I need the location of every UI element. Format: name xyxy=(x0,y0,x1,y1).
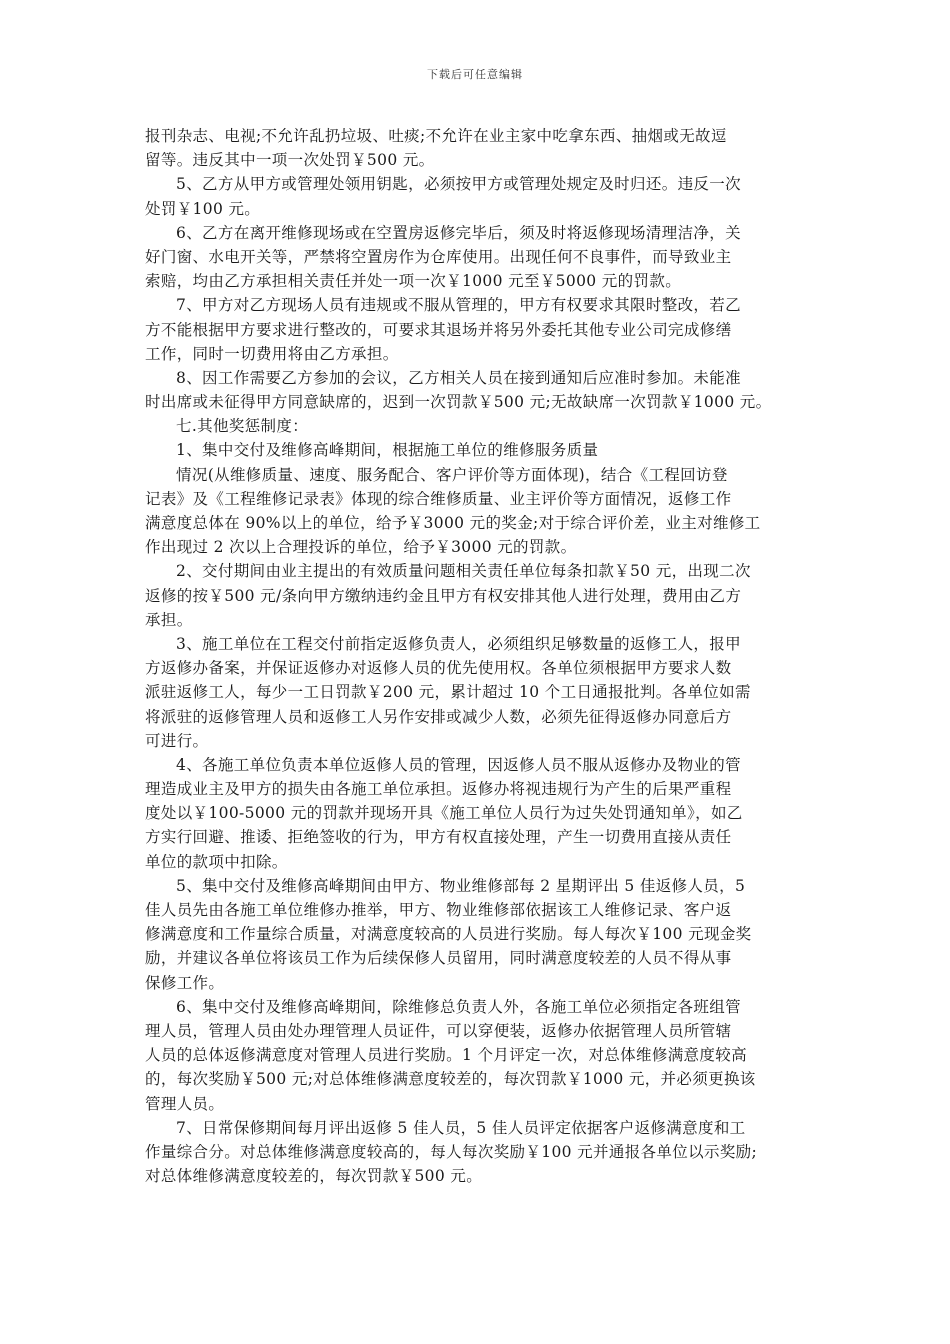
text-line: 方实行回避、推诿、拒绝签收的行为，甲方有权直接处理，产生一切费用直接从责任 xyxy=(145,828,732,847)
text-line: 8、因工作需要乙方参加的会议，乙方相关人员在接到通知后应准时参加。未能准 xyxy=(176,368,741,387)
text-line: 时出席或未征得甲方同意缺席的，迟到一次罚款￥500 元;无故缺席一次罚款￥1000 元。 xyxy=(145,393,772,412)
text-line: 方返修办备案，并保证返修办对返修人员的优先使用权。各单位须根据甲方要求人数 xyxy=(145,659,732,678)
text-line: 承担。 xyxy=(145,610,193,629)
text-line: 可进行。 xyxy=(145,731,209,750)
text-line: 将派驻的返修管理人员和返修工人另作安排或减少人数，必须先征得返修办同意后方 xyxy=(145,707,732,726)
text-line: 2、交付期间由业主提出的有效质量问题相关责任单位每条扣款￥50 元，出现二次 xyxy=(176,562,751,581)
text-line: 4、各施工单位负责本单位返修人员的管理，因返修人员不服从返修办及物业的管 xyxy=(176,755,741,774)
text-line: 处罚￥100 元。 xyxy=(145,199,261,218)
text-line: 5、集中交付及维修高峰期间由甲方、物业维修部每 2 星期评出 5 佳返修人员，5 xyxy=(176,876,746,895)
text-line: 5、乙方从甲方或管理处领用钥匙，必须按甲方或管理处规定及时归还。违反一次 xyxy=(176,175,741,194)
text-line: 度处以￥100-5000 元的罚款并现场开具《施工单位人员行为过失处罚通知单》，如乙 xyxy=(145,804,743,823)
text-line: 人员的总体返修满意度对管理人员进行奖励。1 个月评定一次，对总体维修满意度较高 xyxy=(145,1046,747,1065)
text-line: 索赔，均由乙方承担相关责任并处一项一次￥1000 元至￥5000 元的罚款。 xyxy=(145,272,682,291)
text-line: 励，并建议各单位将该员工作为后续保修人员留用，同时满意度较差的人员不得从事 xyxy=(145,949,732,968)
text-line: 理造成业主及甲方的损失由各施工单位承担。返修办将视违规行为产生的后果严重程 xyxy=(145,780,732,799)
text-line: 好门窗、水电开关等，严禁将空置房作为仓库使用。出现任何不良事件，而导致业主 xyxy=(145,247,732,266)
text-line: 返修的按￥500 元/条向甲方缴纳违约金且甲方有权安排其他人进行处理，费用由乙方 xyxy=(145,586,742,605)
text-line: 情况(从维修质量、速度、服务配合、客户评价等方面体现)，结合《工程回访登 xyxy=(176,465,728,484)
text-line: 管理人员。 xyxy=(145,1094,225,1113)
text-line: 6、乙方在离开维修现场或在空置房返修完毕后，须及时将返修现场清理洁净，关 xyxy=(176,223,741,242)
text-line: 派驻返修工人，每少一工日罚款￥200 元，累计超过 10 个工日通报批判。各单位如需 xyxy=(145,683,751,702)
text-line: 工作，同时一切费用将由乙方承担。 xyxy=(145,344,399,363)
text-line: 1、集中交付及维修高峰期间，根据施工单位的维修服务质量 xyxy=(176,441,599,460)
text-line: 的，每次奖励￥500 元;对总体维修满意度较差的，每次罚款￥1000 元，并必须更换该 xyxy=(145,1070,756,1089)
text-line: 7、日常保修期间每月评出返修 5 佳人员，5 佳人员评定依据客户返修满意度和工 xyxy=(176,1118,746,1137)
text-line: 单位的款项中扣除。 xyxy=(145,852,288,871)
text-line: 留等。违反其中一项一次处罚￥500 元。 xyxy=(145,151,435,170)
text-line: 作出现过 2 次以上合理投诉的单位，给予￥3000 元的罚款。 xyxy=(145,538,577,557)
text-line: 3、施工单位在工程交付前指定返修负责人，必须组织足够数量的返修工人，报甲 xyxy=(176,634,741,653)
text-line: 满意度总体在 90%以上的单位，给予￥3000 元的奖金;对于综合评价差，业主对维修工 xyxy=(145,514,761,532)
text-line: 七.其他奖惩制度： xyxy=(176,417,309,436)
text-line: 作量综合分。对总体维修满意度较高的，每人每次奖励￥100 元并通报各单位以示奖励; xyxy=(145,1142,758,1161)
text-line: 保修工作。 xyxy=(145,973,225,992)
text-line: 报刊杂志、电视;不允许乱扔垃圾、吐痰;不允许在业主家中吃拿东西、抽烟或无故逗 xyxy=(145,127,727,145)
text-line: 理人员，管理人员由处办理管理人员证件，可以穿便装，返修办依据管理人员所管辖 xyxy=(145,1021,732,1040)
text-line: 佳人员先由各施工单位维修办推举，甲方、物业维修部依据该工人维修记录、客户返 xyxy=(145,901,732,919)
text-line: 修满意度和工作量综合质量，对满意度较高的人员进行奖励。每人每次￥100 元现金奖 xyxy=(145,925,752,944)
document-body xyxy=(145,124,815,1188)
text-line: 记表》及《工程维修记录表》体现的综合维修质量、业主评价等方面情况，返修工作 xyxy=(145,489,732,508)
header-note: 下载后可任意编辑 xyxy=(427,68,523,81)
text-line: 7、甲方对乙方现场人员有违规或不服从管理的，甲方有权要求其限时整改，若乙 xyxy=(176,296,741,315)
text-line: 方不能根据甲方要求进行整改的，可要求其退场并将另外委托其他专业公司完成修缮 xyxy=(145,320,732,339)
text-line: 6、集中交付及维修高峰期间，除维修总负责人外，各施工单位必须指定各班组管 xyxy=(176,997,741,1016)
text-line: 对总体维修满意度较差的，每次罚款￥500 元。 xyxy=(145,1167,483,1186)
